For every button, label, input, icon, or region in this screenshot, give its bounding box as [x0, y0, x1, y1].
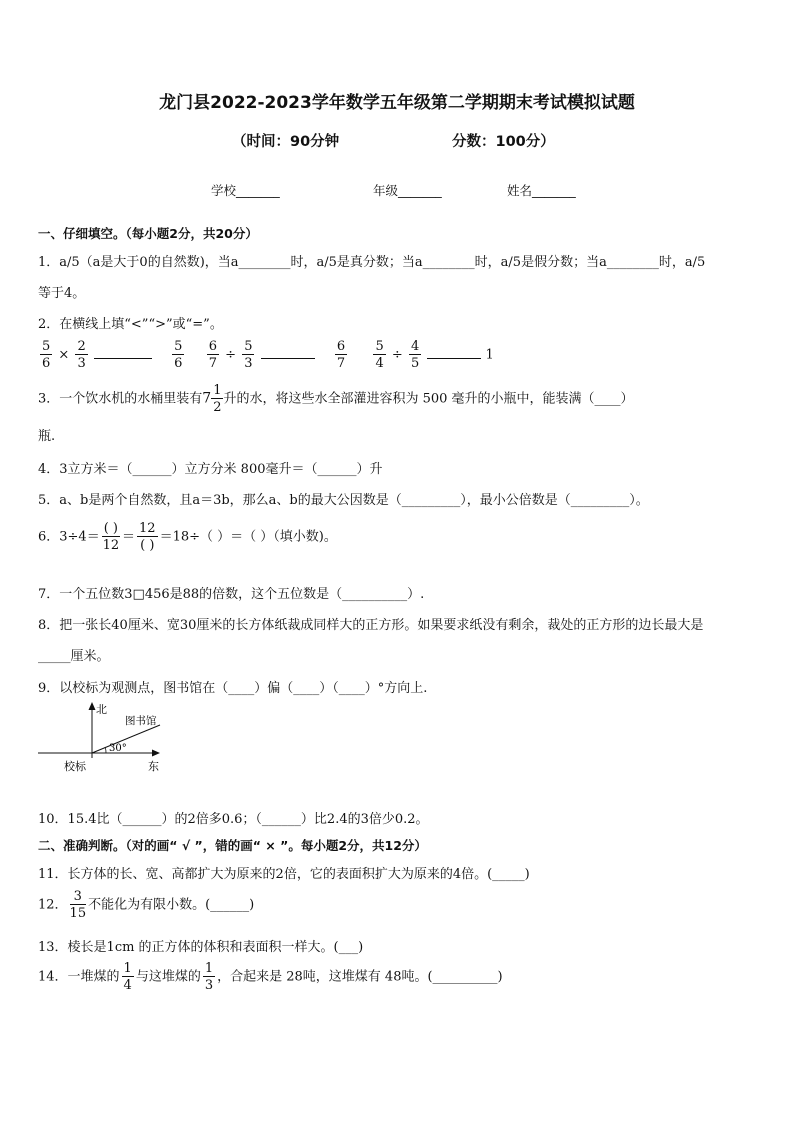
section-1-heading: 一、仔细填空。（每小题2分，共20分）: [38, 226, 258, 241]
origin-label: 校标: [64, 760, 86, 773]
question-3-text-2: 升的水，将这些水全部灌进容积为 500 毫升的小瓶中，能装满（____）: [223, 391, 634, 407]
question-8-line-2: _____厘米。: [38, 649, 110, 664]
answer-blank[interactable]: [427, 346, 481, 359]
question-12-number: 12．: [38, 897, 68, 913]
fraction: $\frac{6}{7}$: [208, 339, 218, 371]
question-14: [38, 962, 503, 992]
grade-label: 年级: [373, 183, 399, 198]
fraction: $\frac{2}{3}$: [77, 339, 86, 371]
question-9: 9．以校标为观测点，图书馆在（____）偏（____）（____）°方向上.: [38, 681, 428, 696]
question-13: 13．棱长是1cm 的正方体的体积和表面积一样大。(___): [38, 940, 364, 955]
answer-blank[interactable]: [94, 346, 152, 359]
question-11: 11．长方体的长、宽、高都扩大为原来的2倍，它的表面积扩大为原来的4倍。(_____): [38, 867, 530, 882]
fraction: $\frac{12}{( )}$: [139, 521, 156, 553]
grade-blank: _______: [398, 183, 442, 198]
grade-field: [373, 181, 442, 199]
angle-label: 30°: [109, 743, 127, 754]
north-label: 北: [96, 703, 107, 716]
fraction: $\frac{5}{6}$: [174, 339, 183, 371]
answer-blank[interactable]: [261, 346, 315, 359]
operator: ×: [58, 347, 70, 363]
school-blank: _______: [236, 183, 280, 198]
fraction: $\frac{4}{5}$: [410, 339, 420, 371]
question-12-text: 不能化为有限小数。(______): [88, 897, 255, 913]
fraction: $\frac{3}{15}$: [69, 889, 87, 921]
question-6: [38, 522, 337, 552]
fraction: $\frac{5}{6}$: [42, 339, 51, 371]
question-6-text: 6．3÷4＝: [38, 529, 100, 545]
school-label: 学校: [211, 183, 237, 198]
fraction: $\frac{1}{4}$: [123, 961, 132, 993]
fraction: $\frac{6}{7}$: [336, 339, 346, 371]
question-14-text: 14．一堆煤的: [38, 969, 120, 985]
number-one: 1: [485, 347, 494, 363]
question-1-line-1: 1．a/5（a是大于0的自然数)，当a________时，a/5是真分数；当a________时，a/5是假分数；当a________时，a/5: [38, 255, 706, 270]
question-10: 10．15.4比（______）的2倍多0.6；（______）比2.4的3倍少0.2。: [38, 812, 429, 827]
question-12: [38, 890, 254, 920]
operator: ÷: [391, 347, 403, 363]
question-5: 5．a、b是两个自然数，且a＝3b，那么a、b的最大公因数是（_________），最小公倍数是（_________）。: [38, 493, 649, 508]
time-label: （时间：90分钟: [232, 134, 340, 150]
fraction: $\frac{1}{3}$: [204, 961, 214, 993]
question-4: 4．3立方米＝（______）立方分米 800毫升＝（______）升: [38, 462, 383, 477]
east-label: 东: [148, 760, 159, 773]
question-8-line-1: 8．把一张长40厘米、宽30厘米的长方体纸裁成同样大的正方形。如果要求纸没有剩余，裁处的正方形的边长最大是: [38, 618, 704, 633]
name-field: [507, 181, 576, 199]
question-3-line-1: [38, 384, 634, 414]
name-blank: _______: [532, 183, 576, 198]
fraction: $\frac{5}{3}$: [244, 339, 253, 371]
library-label: 图书馆: [125, 715, 157, 727]
mixed-number: 7 $\frac{1}{2}$: [202, 383, 222, 415]
question-6-text-2: ＝18÷（ ）＝（ ）（填小数)。: [159, 529, 337, 545]
score-label: 分数：100分）: [452, 134, 555, 150]
question-14-text-3: ，合起来是 28吨，这堆煤有 48吨。(__________): [217, 969, 503, 985]
direction-diagram: [36, 700, 176, 780]
operator: ÷: [225, 347, 237, 363]
section-2-heading: 二、准确判断。（对的画“ √ ”，错的画“ × ”。每小题2分，共12分）: [38, 838, 427, 853]
question-1-line-2: 等于4。: [38, 286, 86, 301]
question-2: 2．在横线上填“<”“>”或“=”。: [38, 317, 223, 332]
question-3-line-2: 瓶.: [38, 429, 56, 444]
question-7: 7．一个五位数3□456是88的倍数，这个五位数是（__________）.: [38, 587, 425, 602]
question-3-text: 3．一个饮水机的水桶里装有: [38, 391, 203, 407]
page-title: 龙门县2022-2023学年数学五年级第二学期期末考试模拟试题: [159, 93, 635, 113]
name-label: 姓名: [507, 183, 533, 198]
school-field: [211, 181, 280, 199]
equals-sign: ＝: [122, 529, 136, 545]
fraction: $\frac{( )}{12}$: [102, 521, 120, 553]
question-2-fractions: [38, 340, 494, 370]
question-14-text-2: 与这堆煤的: [135, 969, 201, 985]
fraction: $\frac{5}{4}$: [375, 339, 384, 371]
